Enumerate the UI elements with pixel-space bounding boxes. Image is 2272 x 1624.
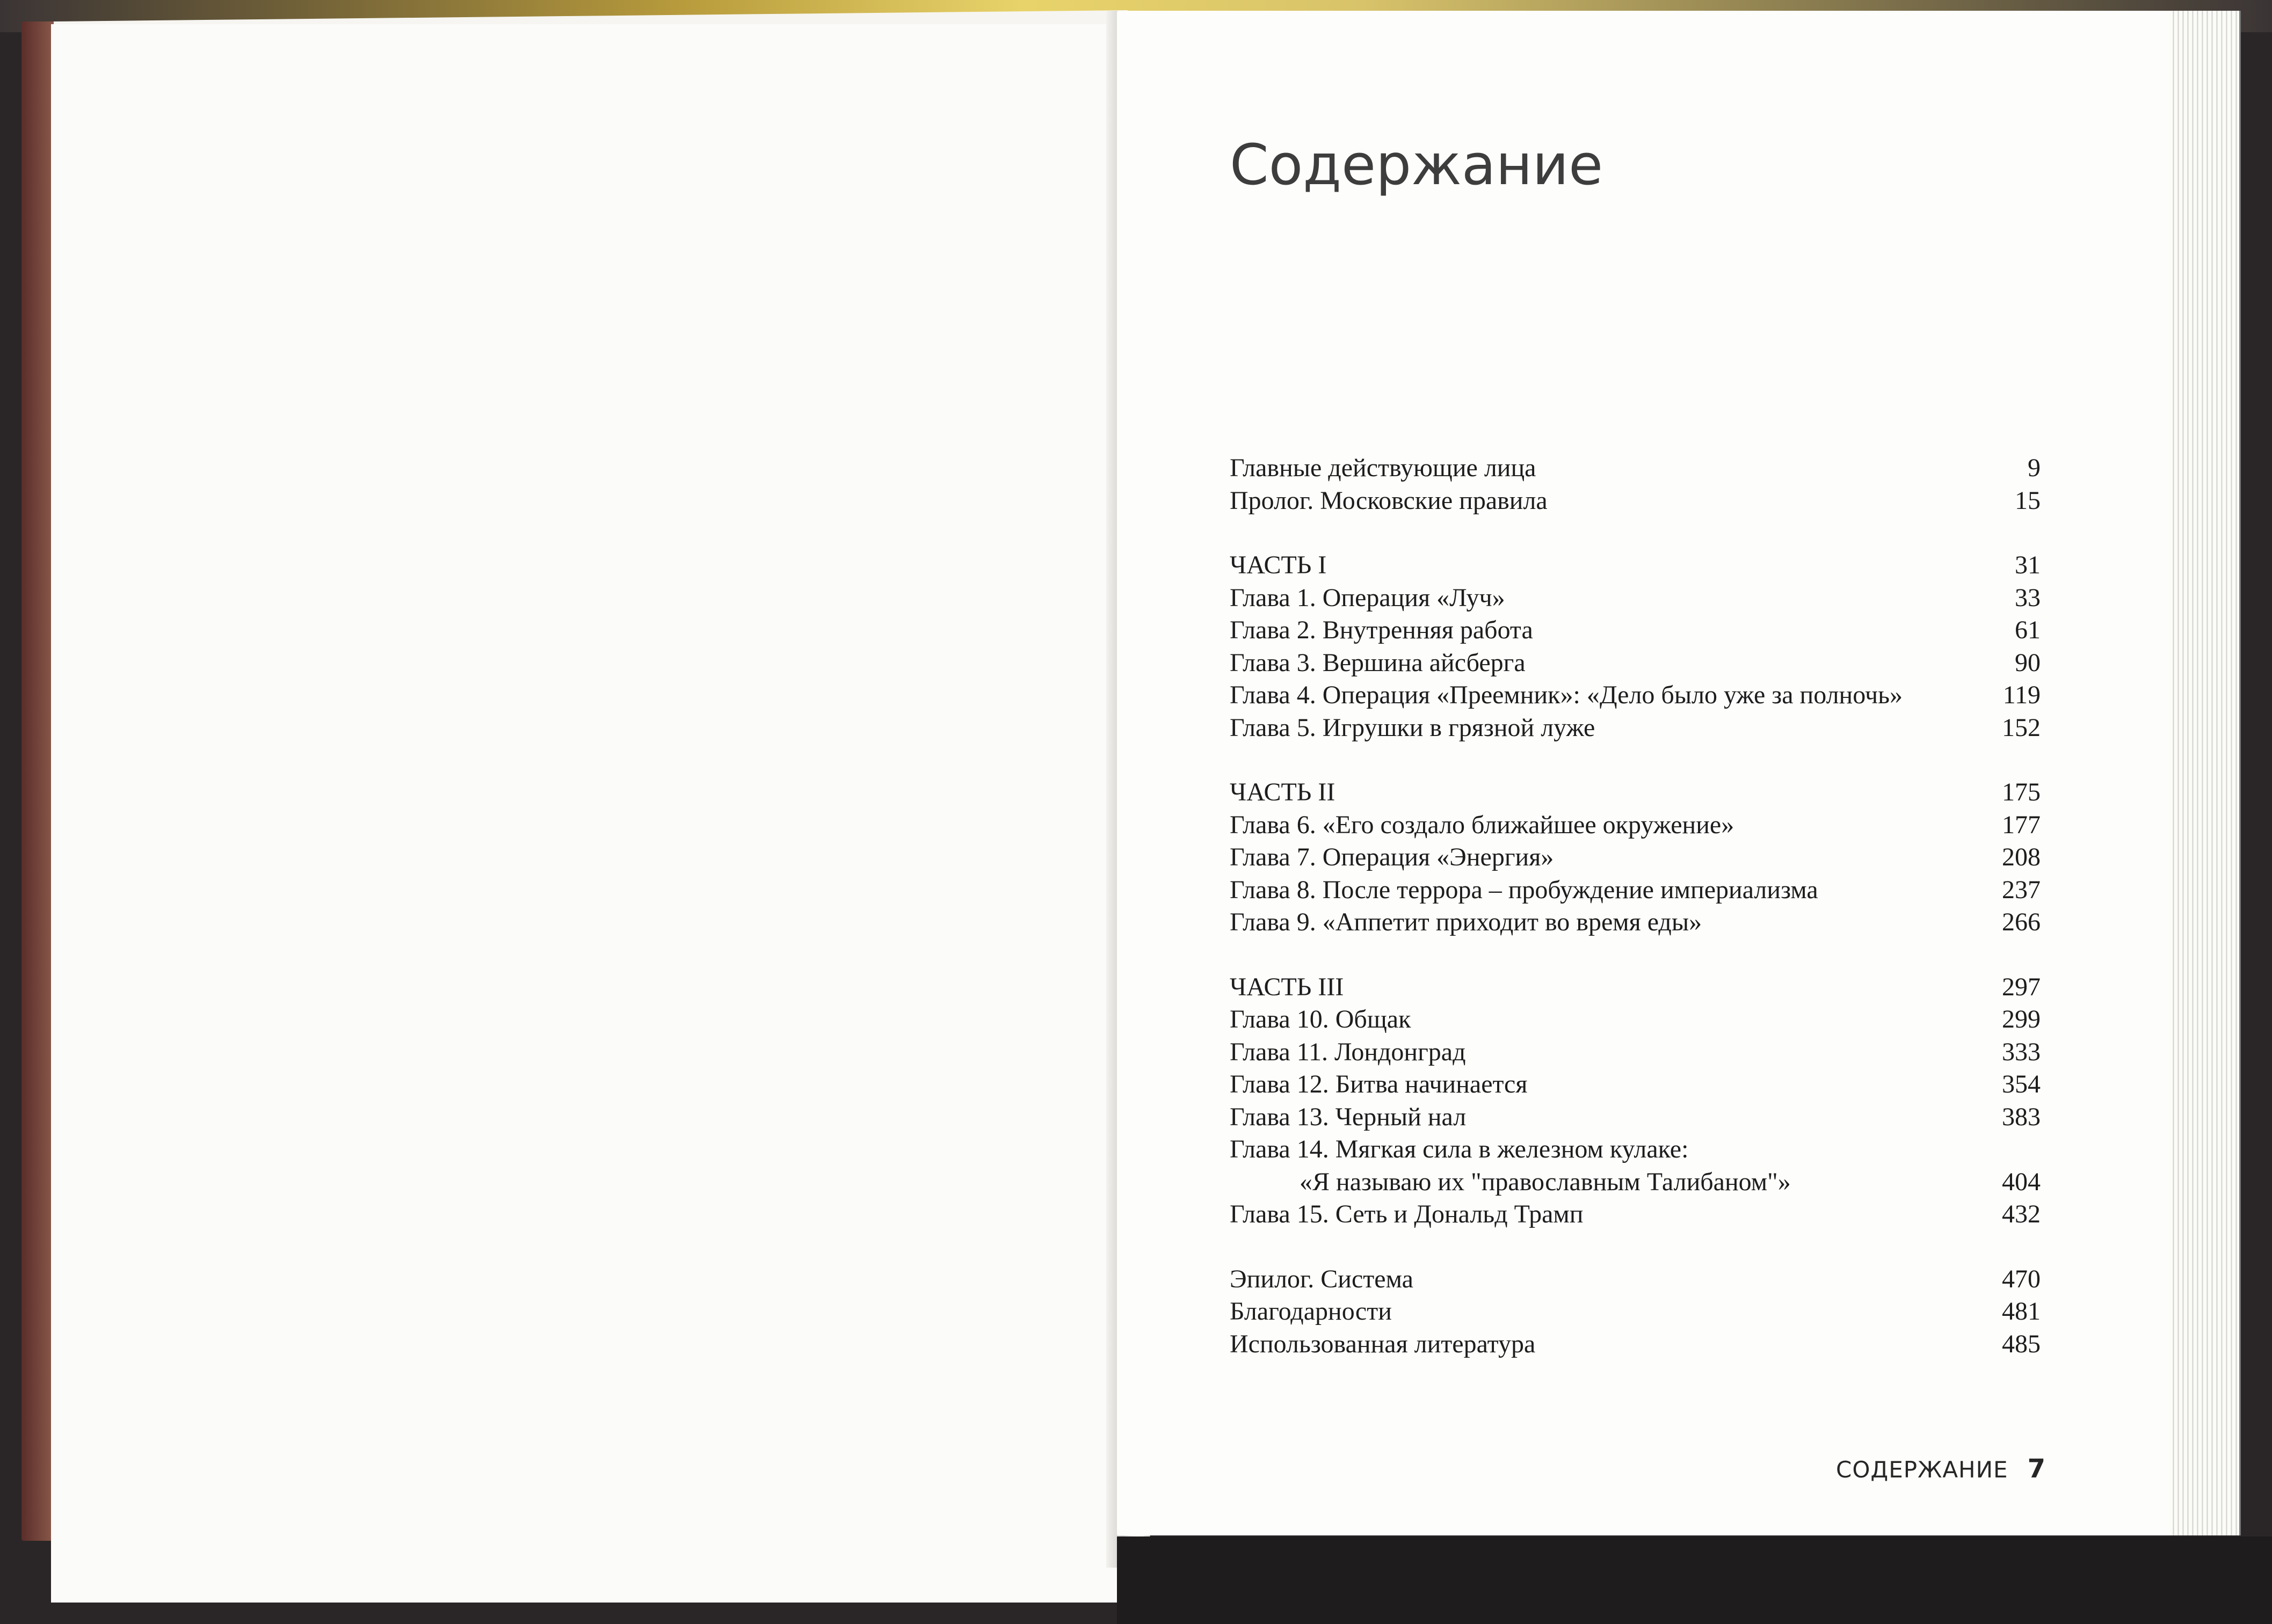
toc-entry[interactable] [1230, 906, 2041, 939]
toc-entry[interactable] [1230, 614, 2041, 647]
toc-entry-title: Использованная литература [1230, 1329, 1536, 1358]
toc-entry[interactable] [1230, 841, 2041, 874]
toc-entry[interactable] [1230, 1068, 2041, 1101]
toc-group-front-matter [1230, 452, 2041, 517]
scan-background-bottom [1117, 1536, 2272, 1624]
toc-entry-page: 299 [2002, 1005, 2041, 1033]
toc-entry[interactable] [1230, 712, 2041, 745]
toc-entry[interactable] [1230, 582, 2041, 615]
toc-entry-page: 177 [2002, 810, 2041, 839]
page-number: 7 [2027, 1454, 2046, 1484]
toc-entry[interactable] [1230, 1328, 2041, 1361]
toc-group-part-1 [1230, 549, 2041, 744]
toc-entry-page: 432 [2002, 1200, 2041, 1228]
toc-entry-page: 404 [2002, 1167, 2041, 1196]
toc-entry-title: Глава 8. После террора – пробуждение империализма [1230, 875, 1818, 904]
toc-entry-page: 485 [2002, 1329, 2041, 1358]
toc-entry-title: Глава 12. Битва начинается [1230, 1070, 1528, 1098]
page-edges [2169, 11, 2241, 1535]
toc-entry-page: 119 [2002, 681, 2041, 709]
toc-entry[interactable] [1230, 1101, 2041, 1134]
running-head: СОДЕРЖАНИЕ [1836, 1456, 2008, 1483]
toc-entry[interactable] [1230, 485, 2041, 518]
toc-entry[interactable] [1230, 452, 2041, 485]
toc-entry-page: 297 [2002, 972, 2041, 1001]
toc-entry-title: Глава 5. Игрушки в грязной луже [1230, 713, 1595, 742]
toc-entry-page: 90 [2015, 648, 2041, 677]
toc-entry-page: 481 [2002, 1297, 2041, 1326]
toc-entry-title: Глава 9. «Аппетит приходит во время еды» [1230, 908, 1702, 936]
toc-entry-title: Глава 15. Сеть и Дональд Трамп [1230, 1200, 1584, 1228]
toc-part-heading[interactable] [1230, 776, 2041, 809]
toc-entry-continuation[interactable] [1230, 1166, 2041, 1199]
toc-entry-page: 152 [2002, 713, 2041, 742]
toc-entry[interactable] [1230, 874, 2041, 907]
toc-entry-title: Глава 14. Мягкая сила в железном кулаке: [1230, 1135, 1689, 1163]
left-blank-page [51, 24, 1131, 1603]
toc-part-heading[interactable] [1230, 549, 2041, 582]
toc-entry[interactable] [1230, 1198, 2041, 1231]
toc-entry-page: 383 [2002, 1102, 2041, 1131]
page-footer [1820, 1456, 2046, 1482]
table-of-contents [1230, 452, 2041, 1393]
toc-entry[interactable] [1230, 809, 2041, 842]
toc-entry-title: Главные действующие лица [1230, 454, 1536, 482]
toc-entry-page: 237 [2002, 875, 2041, 904]
toc-entry-title: Глава 6. «Его создало ближайшее окружение» [1230, 810, 1734, 839]
toc-entry-page: 61 [2015, 616, 2041, 644]
toc-entry-page: 175 [2002, 778, 2041, 806]
toc-entry-title: ЧАСТЬ I [1230, 551, 1327, 579]
toc-entry-page: 354 [2002, 1070, 2041, 1098]
toc-entry-title: «Я называю их "православным Талибаном"» [1300, 1167, 1791, 1196]
toc-entry-title: Глава 7. Операция «Энергия» [1230, 843, 1554, 871]
toc-entry[interactable] [1230, 1133, 2041, 1166]
toc-entry-title: Глава 1. Операция «Луч» [1230, 583, 1505, 612]
toc-part-heading[interactable] [1230, 971, 2041, 1004]
toc-entry[interactable] [1230, 1003, 2041, 1036]
page-title: Содержание [1230, 132, 1603, 198]
toc-group-part-2 [1230, 776, 2041, 939]
toc-entry-title: Глава 4. Операция «Преемник»: «Дело было уже за полночь» [1230, 681, 1903, 709]
toc-entry-title: Глава 10. Общак [1230, 1005, 1411, 1033]
toc-entry[interactable] [1230, 1036, 2041, 1069]
toc-entry-page: 208 [2002, 843, 2041, 871]
toc-entry[interactable] [1230, 679, 2041, 712]
toc-entry-page: 266 [2002, 908, 2041, 936]
toc-entry-title: Пролог. Московские правила [1230, 486, 1548, 515]
toc-entry-title: Эпилог. Система [1230, 1264, 1413, 1293]
toc-entry-page: 15 [2015, 486, 2041, 515]
toc-entry-page: 333 [2002, 1037, 2041, 1066]
toc-entry-title: Глава 13. Черный нал [1230, 1102, 1467, 1131]
toc-entry-page: 31 [2015, 551, 2041, 579]
toc-entry-title: Глава 3. Вершина айсберга [1230, 648, 1526, 677]
toc-group-part-3 [1230, 971, 2041, 1231]
toc-entry[interactable] [1230, 647, 2041, 680]
toc-entry-page: 470 [2002, 1264, 2041, 1293]
toc-group-back-matter [1230, 1263, 2041, 1361]
toc-entry-title: ЧАСТЬ II [1230, 778, 1335, 806]
toc-entry-title: ЧАСТЬ III [1230, 972, 1344, 1001]
toc-entry-title: Глава 11. Лондонград [1230, 1037, 1466, 1066]
toc-entry-title: Благодарности [1230, 1297, 1392, 1326]
toc-entry-title: Глава 2. Внутренняя работа [1230, 616, 1533, 644]
toc-entry-page: 33 [2015, 583, 2041, 612]
toc-entry-page: 9 [2028, 454, 2041, 482]
toc-entry[interactable] [1230, 1295, 2041, 1328]
toc-entry[interactable] [1230, 1263, 2041, 1296]
